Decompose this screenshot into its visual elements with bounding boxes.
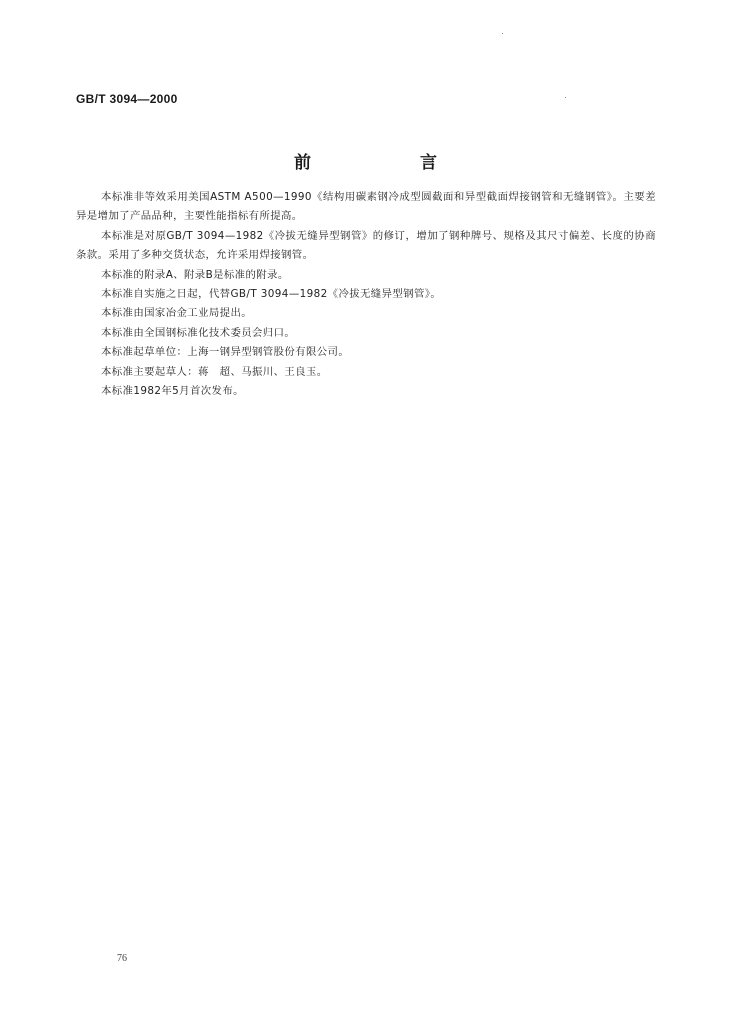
paragraph: 本标准的附录A、附录B是标准的附录。 [100, 268, 289, 281]
paragraph: 本标准1982年5月首次发布。 [100, 385, 244, 398]
paragraph: 本标准由全国钢标准化技术委员会归口。 [100, 326, 296, 339]
page-number: 76 [117, 953, 127, 964]
paragraph: 本标准由国家冶金工业局提出。 [100, 307, 253, 320]
paragraph: 本标准主要起草人：蒋 超、马振川、王良玉。 [100, 365, 328, 378]
scan-speck [565, 97, 566, 98]
paragraph: 本标准是对原GB/T 3094—1982《冷拔无缝异型钢管》的修订，增加了钢种牌号、规格及其尺寸偏差、长度的协商条款。采用了多种交货状态，允许采用焊接钢管。 [76, 229, 656, 262]
paragraph: 本标准自实施之日起，代替GB/T 3094—1982《冷拔无缝异型钢管》。 [100, 288, 442, 301]
scan-speck [502, 33, 503, 34]
paragraph: 本标准起草单位：上海一钢异型钢管股份有限公司。 [100, 346, 350, 359]
paragraph: 本标准非等效采用美国ASTM A500—1990《结构用碳素钢冷成型圆截面和异型截面焊接钢管和无缝钢管》。主要差异是增加了产品品种，主要性能指标有所提高。 [76, 191, 656, 223]
standard-code: GB/T 3094—2000 [76, 92, 178, 106]
page-title: 前 言 [294, 153, 483, 173]
foreword-body [76, 188, 656, 401]
